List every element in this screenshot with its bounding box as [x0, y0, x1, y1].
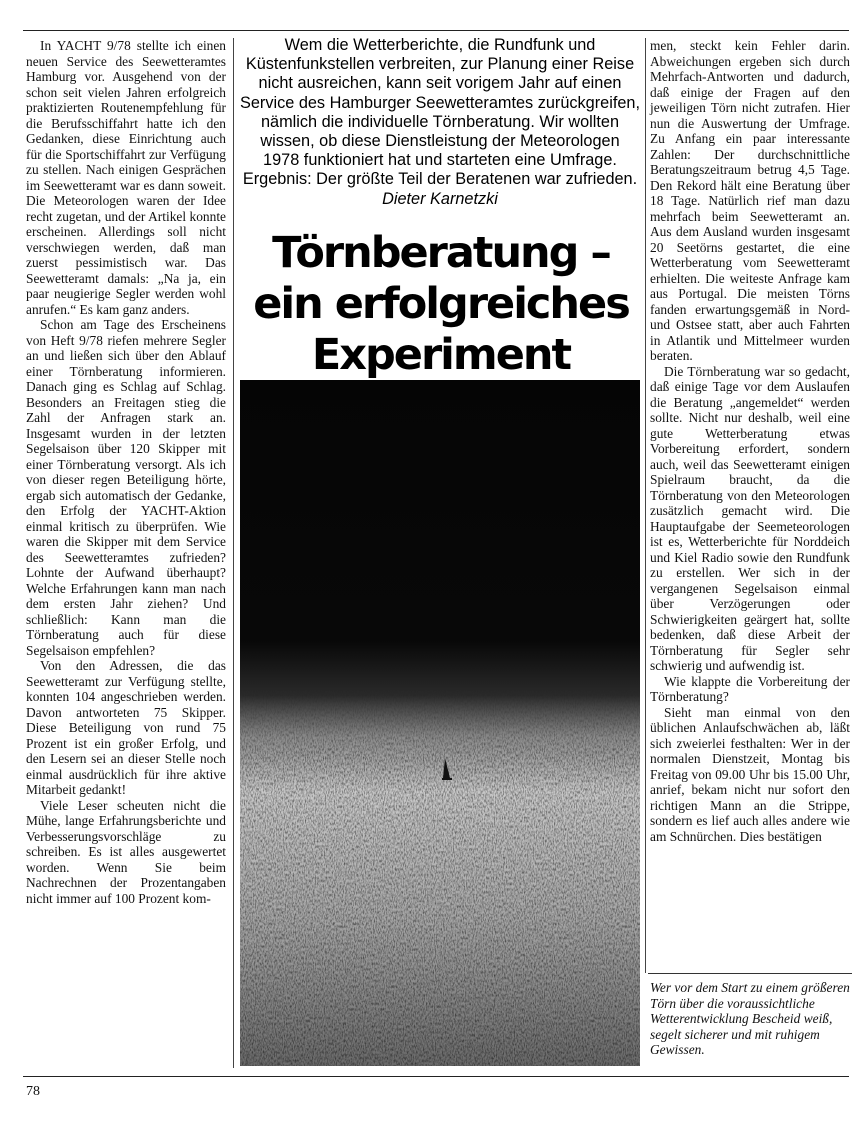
article-headline [232, 228, 650, 381]
bottom-rule [23, 1076, 849, 1077]
sailboat-photo [240, 380, 640, 1066]
headline-line: Törnberatung – [272, 228, 610, 278]
paragraph: Sieht man einmal von den üblichen Anlaufschwächen ab, läßt sich zweierlei festhalten: Wer in der normalen Dienstzeit, Montag bis Freitag von 09.00 Uhr bis 15.00 Uhr, anrief, bekam nicht nur sofort den richtigen Mann an die Strippe, sondern es lief auch alles andere wie am Schnürchen. Dies bestätigen [650, 704, 850, 844]
article-column-right [650, 38, 850, 844]
photo-caption: Wer vor dem Start zu einem größeren Törn über die voraussichtliche Wetterentwicklung Bescheid weiß, segelt sicherer und mit ruhigem Gewissen. [650, 980, 850, 1057]
intro-text: Wem die Wetterberichte, die Rundfunk und Küstenfunkstellen verbreiten, zur Planung einer Reise nicht ausreichen, kann seit vorigem Jahr auf einen Service des Hamburger Seewetteramtes zurückgreifen, nämlich die individuelle Törnberatung. Wir wollten wissen, ob diese Dienstleistung der Meteorologen 1978 funktioniert hat und starteten eine Umfrage. Ergebnis: Der größte Teil der Beratenen war zufrieden. [240, 36, 640, 189]
paragraph: men, steckt kein Fehler darin. Abweichungen ergeben sich durch Mehrfach-Antworten und dadurch, daß einige der Fragen auf den jeweiligen Törn nicht zutrafen. Hier nun die Auswertung der Umfrage. Zu Anfang ein paar interessante Zahlen: Der durchschnittliche Beratungszeitraum betrug 4,5 Tage. Den Rekord hält eine Beratung über 18 Tage. Natürlich rief man dazu mehrfach beim Seewetteramt an. Aus dem Ausland wurden insgesamt 20 Seetörns gestartet, die eine Wetterberatung vom Seewetteramt erhielten. Die weiteste Anfrage kam aus Portugal. Die meisten Törns fanden erwartungsgemäß in Nord- und Ostsee statt, aber auch Fahrten in Atlantik und Mittelmeer wurden beraten. [650, 38, 850, 363]
top-rule [23, 30, 849, 31]
column-divider-left [233, 38, 234, 1068]
paragraph: Schon am Tage des Erscheinens von Heft 9/78 riefen mehrere Segler an und ließen sich über den Ablauf einer Törnberatung informieren. Danach ging es Schlag auf Schlag. Besonders an Freitagen stieg die Zahl der Anfragen stark an. Insgesamt wurden in der letzten Segelsaison über 120 Skipper mit einer Törnberatung versorgt. Als ich von dieser regen Beteiligung hörte, ergab sich automatisch der Gedanke, den Erfolg der YACHT-Aktion einmal kritisch zu überprüfen. Wie waren die Skipper mit dem Service des Seewetteramtes zufrieden? Lohnte der Aufwand überhaupt? Welche Erfahrungen kann man nach dem ersten Jahr ziehen? Und schließlich: Kann man die Törnberatung auch für diese Segelsaison empfehlen? [26, 317, 226, 658]
subheading: Wie klappte die Vorbereitung der Törnberatung? [650, 673, 850, 704]
column-divider-right [645, 38, 646, 973]
paragraph: Von den Adressen, die das Seewetteramt zur Verfügung stellte, konnten 104 angeschrieben werden. Davon antworteten 75 Skipper. Diese Beteiligung von rund 75 Prozent ist ein großer Erfolg, und den Lesern sei an dieser Stelle noch einmal ausdrücklich für ihre aktive Mitarbeit gedankt! [26, 658, 226, 797]
article-column-left [26, 38, 226, 906]
caption-rule [648, 973, 852, 974]
headline-line: ein erfolgreiches [253, 279, 629, 329]
page-number: 78 [26, 1084, 40, 1099]
photo-sea-texture [240, 380, 640, 1066]
article-intro [240, 36, 640, 209]
paragraph: Die Törnberatung war so gedacht, daß einige Tage vor dem Auslaufen die Beratung „angemeldet“ werden sollte. Nicht nur deshalb, weil eine gute Wetterberatung etwas Vorbereitung erfordert, sondern auch, weil das Seewetteramt einigen Spielraum braucht, da die Törnberatung von den Meteorologen zusätzlich gemacht wird. Die Hauptaufgabe der Seemeteorologen ist es, Wetterberichte für Norddeich und Kiel Radio sowie den Rundfunk zu erstellen. Wer sich in der vergangenen Segelsaison einmal über Verzögerungen oder Schwierigkeiten geärgert hat, sollte bedenken, daß diese Arbeit der Törnberatung für Segler sehr schwierig und aufwendig ist. [650, 363, 850, 673]
headline-line: Experiment [311, 330, 571, 380]
paragraph: Viele Leser scheuten nicht die Mühe, lange Erfahrungsberichte und Verbesserungsvorschläge zu schreiben. Es ist alles ausgewertet worden. Wenn Sie beim Nachrechnen der Prozentangaben nicht immer auf 100 Prozent kom- [26, 797, 226, 906]
author-name: Dieter Karnetzki [382, 189, 498, 208]
paragraph: In YACHT 9/78 stellte ich einen neuen Service des Seewetteramtes Hamburg vor. Ausgehend von der schon seit vielen Jahren erfolgreich praktizierten Routenempfehlung für die Berufsschiffahrt hatte ich den Gedanken, diese Einrichtung auch für die Sportschiffahrt zur Verfügung zu stellen. Nach einigen Gesprächen im Seewetteramt war es dann soweit. Die Meteorologen waren der Idee recht zugetan, und der Artikel konnte erscheinen. Allerdings soll nicht verschwiegen werden, daß man zuerst pessimistisch war. Das Seewetteramt damals: „Na ja, ein paar neugierige Segler werden wohl anrufen.“ Es kam ganz anders. [26, 38, 226, 317]
